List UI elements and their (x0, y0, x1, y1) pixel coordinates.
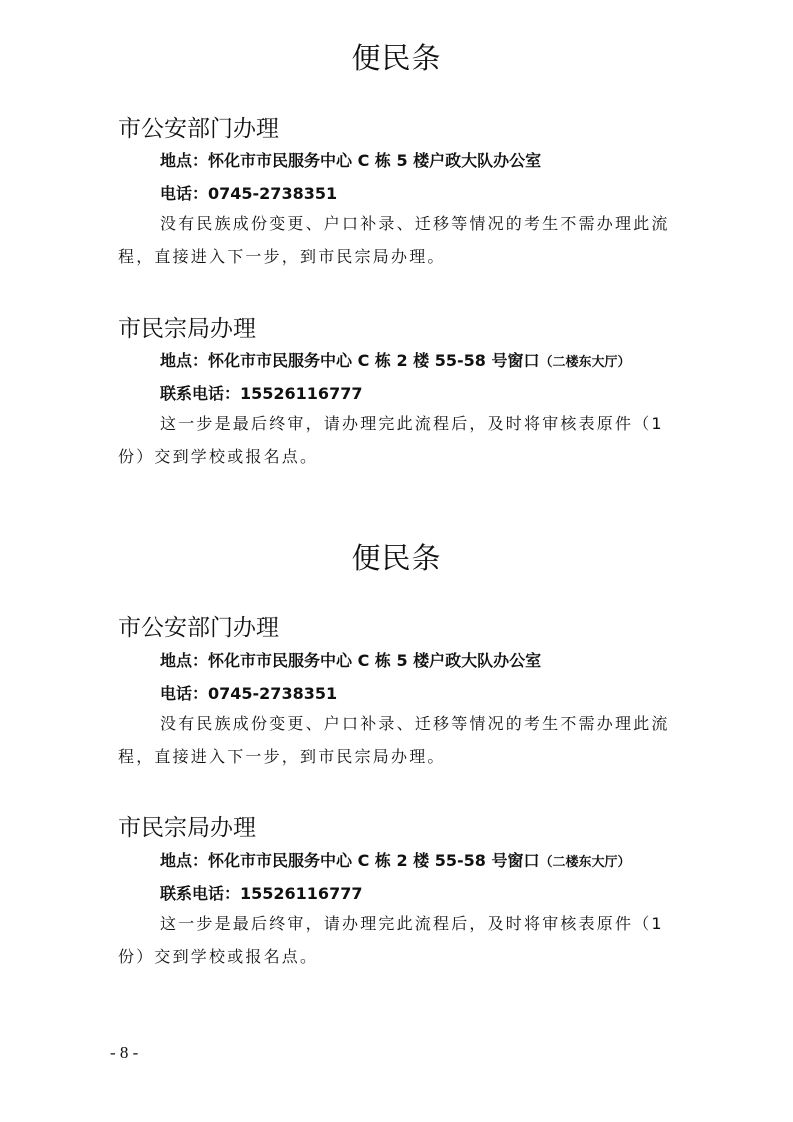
location-line: 地点：怀化市市民服务中心 C 栋 5 楼户政大队办公室 (160, 151, 542, 170)
section-heading-police: 市公安部门办理 (118, 615, 279, 641)
note-paragraph: 这一步是最后终审，请办理完此流程后，及时将审核表原件（1份）交到学校或报名点。 (118, 914, 664, 966)
note-paragraph: 没有民族成份变更、户口补录、迁移等情况的考生不需办理此流程，直接进入下一步，到市民宗局办理。 (118, 714, 670, 766)
page-number: - 8 - (110, 1043, 139, 1062)
location-line (160, 348, 631, 371)
location-text: 地点：怀化市市民服务中心 C 栋 2 楼 55-58 号窗口 (160, 351, 540, 370)
section-heading-police: 市公安部门办理 (118, 116, 279, 142)
location-line: 地点：怀化市市民服务中心 C 栋 5 楼户政大队办公室 (160, 651, 542, 670)
block-title: 便民条 (351, 41, 442, 75)
note-paragraph: 没有民族成份变更、户口补录、迁移等情况的考生不需办理此流程，直接进入下一步，到市民宗局办理。 (118, 214, 670, 266)
block-title: 便民条 (351, 541, 442, 575)
phone-line: 联系电话：15526116777 (160, 384, 363, 403)
phone-line: 电话：0745-2738351 (160, 184, 338, 203)
note-paragraph: 这一步是最后终审，请办理完此流程后，及时将审核表原件（1份）交到学校或报名点。 (118, 414, 664, 466)
section-heading-ethnic-affairs: 市民宗局办理 (118, 815, 256, 841)
location-line (160, 848, 631, 871)
phone-line: 电话：0745-2738351 (160, 684, 338, 703)
location-suffix: （二楼东大厅） (539, 855, 631, 870)
location-text: 地点：怀化市市民服务中心 C 栋 2 楼 55-58 号窗口 (160, 851, 540, 870)
section-heading-ethnic-affairs: 市民宗局办理 (118, 316, 256, 342)
phone-line: 联系电话：15526116777 (160, 884, 363, 903)
location-suffix: （二楼东大厅） (539, 355, 631, 370)
